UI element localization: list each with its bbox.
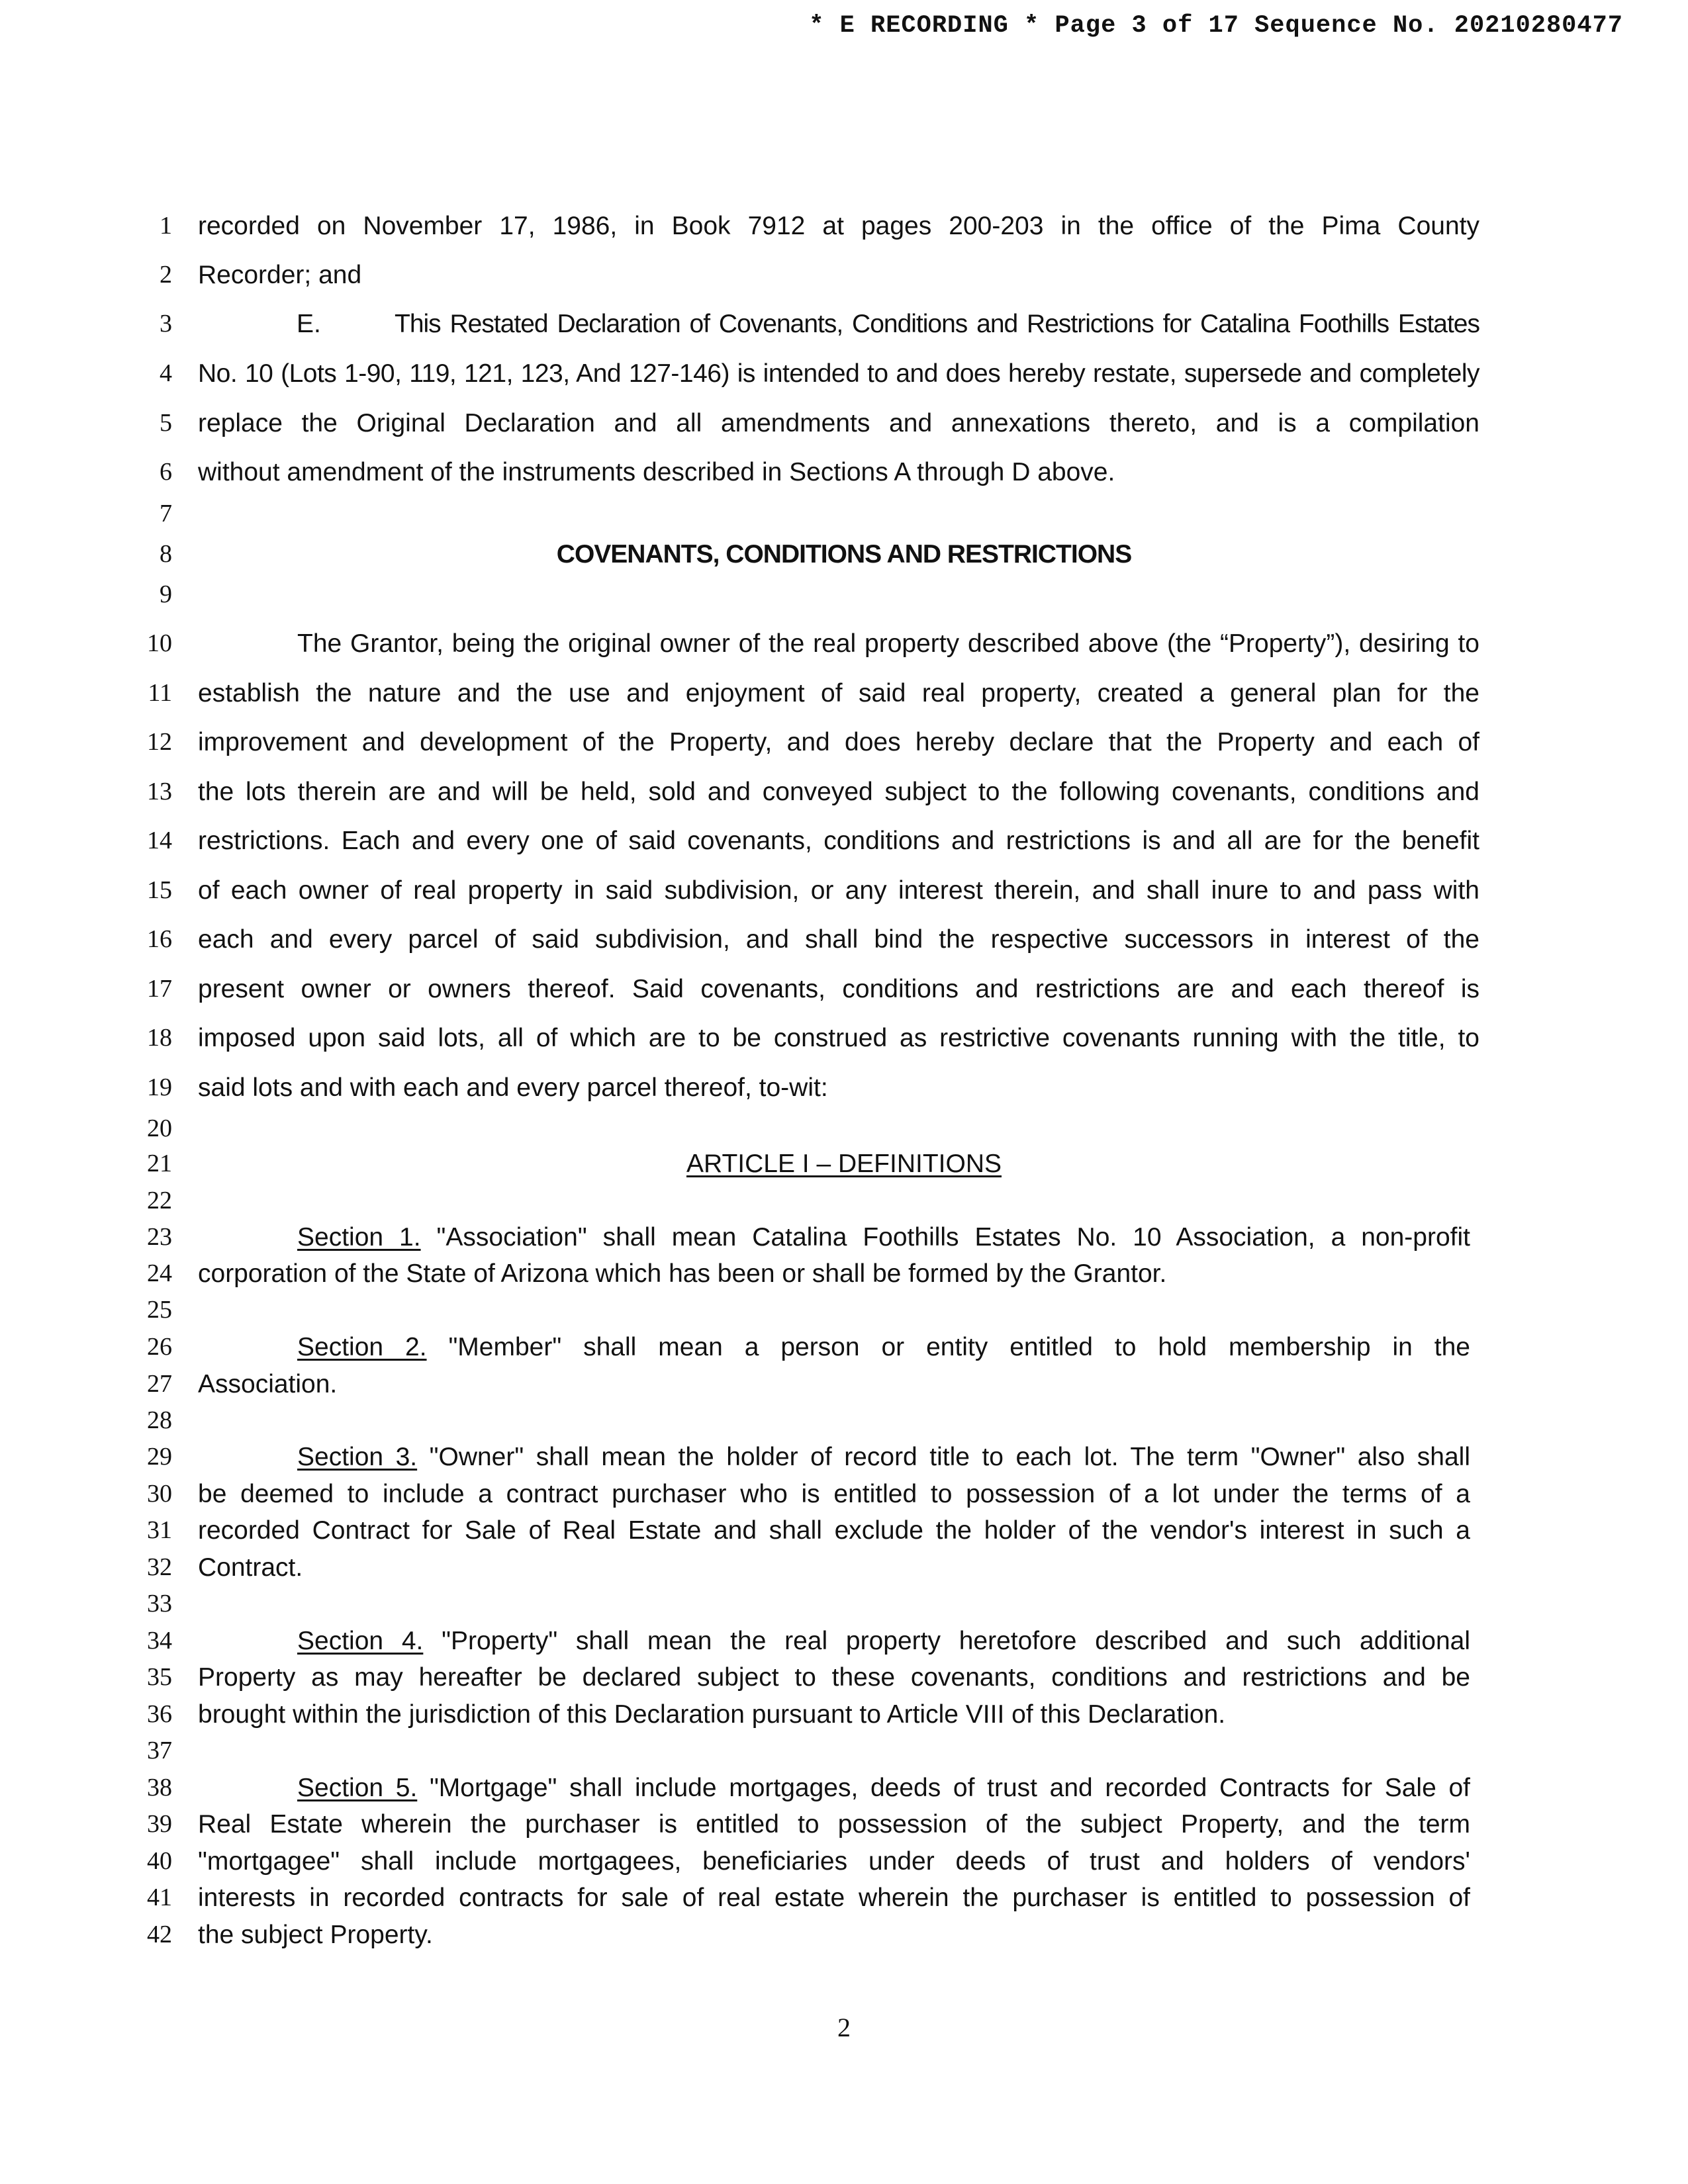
section-1-text: "Association" shall mean Catalina Foothills Estates No. 10 Association, a non-profit	[420, 1223, 1470, 1251]
line-number: 38	[147, 1774, 172, 1801]
line-number: 28	[147, 1406, 172, 1434]
section-2-text: "Member" shall mean a person or entity entitled to hold membership in the	[426, 1333, 1470, 1361]
text-line: recorded on November 17, 1986, in Book 7912 at pages 200-203 in the office of the Pima County	[198, 212, 1479, 240]
line-number: 41	[147, 1884, 172, 1911]
section-3-label: Section 3.	[297, 1443, 418, 1471]
section-3-line	[198, 1444, 1470, 1470]
line-number: 30	[147, 1480, 172, 1508]
text-line: be deemed to include a contract purchaser who is entitled to possession of a lot under the terms of a	[198, 1480, 1470, 1508]
text-line: brought within the jurisdiction of this Declaration pursuant to Article VIII of this Declaration.	[198, 1700, 1226, 1729]
section-5-label: Section 5.	[297, 1774, 418, 1802]
text-line: said lots and with each and every parcel thereof, to-wit:	[198, 1073, 828, 1102]
section-5-text: "Mortgage" shall include mortgages, deeds of trust and recorded Contracts for Sale of	[417, 1774, 1470, 1802]
article-heading: ARTICLE I – DEFINITIONS	[686, 1150, 1002, 1178]
text-line: No. 10 (Lots 1-90, 119, 121, 123, And 127-146) is intended to and does hereby restate, supersede and completely	[198, 359, 1479, 388]
section-heading: COVENANTS, CONDITIONS AND RESTRICTIONS	[556, 540, 1132, 569]
text-line: recorded Contract for Sale of Real Estate and shall exclude the holder of the vendor's interest in such a	[198, 1516, 1470, 1545]
section-1-label: Section 1.	[297, 1223, 421, 1251]
section-5-line	[198, 1775, 1470, 1801]
line-number: 19	[147, 1073, 172, 1101]
line-number: 29	[147, 1443, 172, 1471]
section-2-label: Section 2.	[297, 1333, 427, 1361]
line-number: 7	[160, 500, 172, 527]
text-line: Property as may hereafter be declared subject to these covenants, conditions and restrictions and be	[198, 1663, 1470, 1692]
line-number: 33	[147, 1590, 172, 1617]
line-number: 1	[160, 212, 172, 240]
text-line: establish the nature and the use and enjoyment of said real property, created a general plan for the	[198, 679, 1479, 707]
text-line: The Grantor, being the original owner of the real property described above (the “Property”), desiring to	[297, 629, 1479, 658]
text-line: Real Estate wherein the purchaser is entitled to possession of the subject Property, and the term	[198, 1810, 1470, 1839]
text-line: Recorder; and	[198, 261, 362, 289]
line-number: 25	[147, 1296, 172, 1324]
line-number: 3	[160, 310, 172, 338]
section-2-line	[198, 1334, 1470, 1360]
text-line: without amendment of the instruments described in Sections A through D above.	[198, 458, 1115, 486]
line-number: 16	[147, 925, 172, 953]
text-line: Contract.	[198, 1553, 303, 1582]
line-number: 11	[148, 679, 172, 707]
line-number: 21	[147, 1150, 172, 1177]
page-number: 2	[837, 2013, 851, 2042]
text-line: the subject Property.	[198, 1921, 433, 1949]
text-line: the lots therein are and will be held, sold and conveyed subject to the following covenants, conditions and	[198, 778, 1479, 806]
line-number: 9	[160, 580, 172, 608]
line-number: 4	[160, 359, 172, 387]
text-line: each and every parcel of said subdivision, and shall bind the respective successors in interest of the	[198, 925, 1479, 954]
text-line: "mortgagee" shall include mortgagees, beneficiaries under deeds of trust and holders of vendors'	[198, 1847, 1470, 1876]
line-number: 24	[147, 1259, 172, 1287]
text-line: interests in recorded contracts for sale of real estate wherein the purchaser is entitled to possession of	[198, 1884, 1470, 1912]
text-line: of each owner of real property in said subdivision, or any interest therein, and shall inure to and pass with	[198, 876, 1479, 905]
section-4-label: Section 4.	[297, 1627, 424, 1655]
text-line: present owner or owners thereof. Said covenants, conditions and restrictions are and each thereof is	[198, 975, 1479, 1003]
line-number: 27	[147, 1370, 172, 1398]
line-number: 34	[147, 1627, 172, 1655]
line-number: 2	[160, 261, 172, 289]
paragraph-label: E.	[297, 310, 321, 338]
text-line: improvement and development of the Property, and does hereby declare that the Property and each of	[198, 728, 1479, 756]
text-line: corporation of the State of Arizona which has been or shall be formed by the Grantor.	[198, 1259, 1167, 1288]
line-number: 37	[147, 1737, 172, 1764]
line-number: 31	[147, 1516, 172, 1544]
line-number: 18	[147, 1024, 172, 1052]
line-number: 12	[147, 728, 172, 756]
section-4-text: "Property" shall mean the real property heretofore described and such additional	[423, 1627, 1470, 1655]
line-number: 35	[147, 1663, 172, 1691]
line-number: 10	[147, 629, 172, 657]
line-number: 17	[147, 975, 172, 1003]
line-number: 23	[147, 1223, 172, 1251]
text-line: imposed upon said lots, all of which are to be construed as restrictive covenants running with the title, to	[198, 1024, 1479, 1052]
line-number: 22	[147, 1187, 172, 1214]
line-number: 39	[147, 1810, 172, 1838]
line-number: 26	[147, 1333, 172, 1361]
text-line: restrictions. Each and every one of said covenants, conditions and restrictions is and all are for the benefit	[198, 827, 1479, 855]
section-4-line	[198, 1628, 1470, 1654]
line-number: 20	[147, 1115, 172, 1142]
line-number: 40	[147, 1847, 172, 1875]
line-number: 15	[147, 876, 172, 904]
line-number: 8	[160, 540, 172, 568]
section-3-text: "Owner" shall mean the holder of record title to each lot. The term "Owner" also shall	[417, 1443, 1470, 1471]
line-number: 42	[147, 1921, 172, 1948]
line-number: 5	[160, 409, 172, 437]
recording-header: * E RECORDING * Page 3 of 17 Sequence No. 20210280477	[809, 12, 1623, 40]
line-number: 32	[147, 1553, 172, 1581]
line-number: 13	[147, 778, 172, 805]
section-1-line	[198, 1224, 1470, 1250]
line-number: 6	[160, 458, 172, 486]
line-number: 36	[147, 1700, 172, 1728]
text-line: Association.	[198, 1370, 338, 1398]
text-line: replace the Original Declaration and all amendments and annexations thereto, and is a compilation	[198, 409, 1479, 437]
line-number: 14	[147, 827, 172, 854]
text-line: This Restated Declaration of Covenants, Conditions and Restrictions for Catalina Foothills Estates	[395, 310, 1479, 338]
